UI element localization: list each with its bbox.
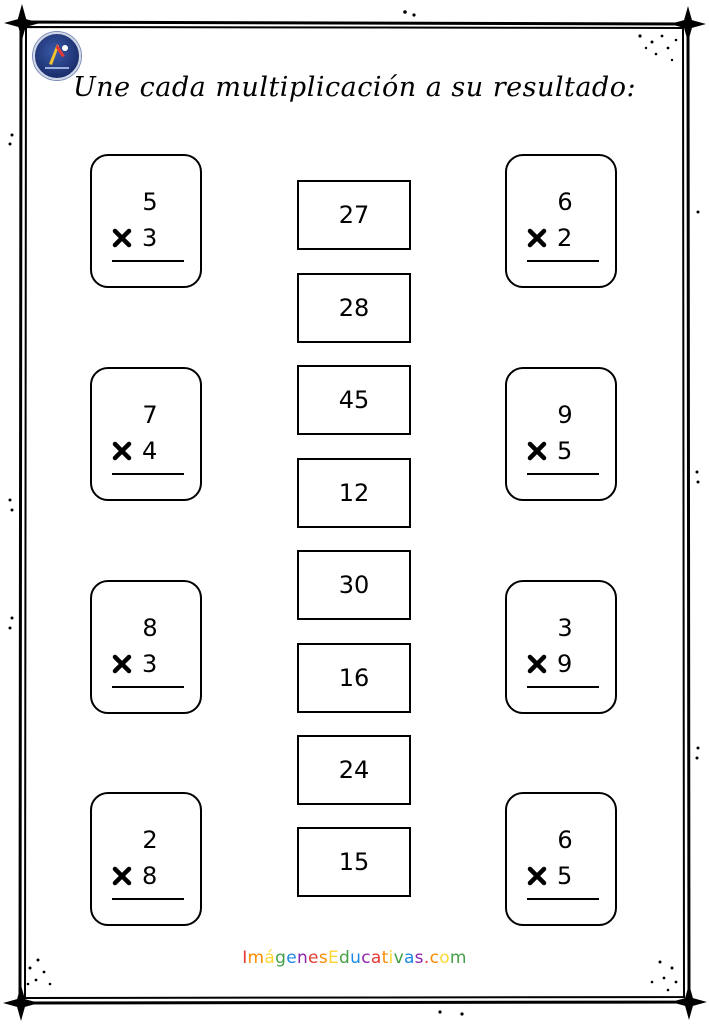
answer-box[interactable]: 24 (297, 735, 411, 805)
footer-letter: a (370, 948, 382, 968)
footer-letter: a (403, 948, 415, 968)
multiplication-card (505, 154, 617, 288)
times-icon (112, 654, 132, 674)
multiplicand: 6 (557, 188, 573, 216)
multiplicand: 9 (557, 401, 573, 429)
footer-letter: á (264, 948, 276, 968)
multiplier: 2 (557, 224, 573, 252)
footer-letter: u (350, 948, 362, 968)
multiplication-card (505, 580, 617, 714)
multiplicand: 5 (142, 188, 158, 216)
footer-letter: e (286, 948, 297, 968)
times-icon (112, 228, 132, 248)
multiplicand: 3 (557, 614, 573, 642)
multiplicand: 7 (142, 401, 158, 429)
footer-letter: i (388, 948, 394, 968)
footer-letter: m (247, 948, 265, 968)
result-line (112, 898, 184, 900)
multiplier: 3 (142, 650, 158, 678)
multiplication-card (505, 792, 617, 926)
multiplier: 3 (142, 224, 158, 252)
result-line (112, 473, 184, 475)
multiplier: 5 (557, 862, 573, 890)
times-icon (112, 866, 132, 886)
multiplication-card (90, 367, 202, 501)
footer-letter: c (429, 948, 440, 968)
footer-watermark (0, 948, 709, 968)
answer-box[interactable]: 27 (297, 180, 411, 250)
footer-letter: g (275, 948, 287, 968)
multiplier: 8 (142, 862, 158, 890)
multiplication-card (90, 792, 202, 926)
footer-letter: o (439, 948, 450, 968)
result-line (527, 260, 599, 262)
footer-letter: v (393, 948, 404, 968)
multiplicand: 2 (142, 826, 158, 854)
result-line (527, 898, 599, 900)
answer-box[interactable]: 30 (297, 550, 411, 620)
multiplication-card (90, 580, 202, 714)
footer-letter: e (308, 948, 319, 968)
multiplicand: 6 (557, 826, 573, 854)
times-icon (112, 441, 132, 461)
answer-box[interactable]: 12 (297, 458, 411, 528)
page-title: Une cada multiplicación a su resultado: (72, 72, 637, 103)
result-line (112, 686, 184, 688)
result-line (527, 473, 599, 475)
answer-box[interactable]: 16 (297, 643, 411, 713)
times-icon (527, 654, 547, 674)
multiplication-card (505, 367, 617, 501)
answer-box[interactable]: 45 (297, 365, 411, 435)
footer-letter: d (339, 948, 351, 968)
footer-letter: s (318, 948, 328, 968)
times-icon (527, 866, 547, 886)
multiplicand: 8 (142, 614, 158, 642)
result-line (112, 260, 184, 262)
multiplier: 9 (557, 650, 573, 678)
answer-box[interactable]: 28 (297, 273, 411, 343)
multiplier: 5 (557, 437, 573, 465)
footer-letter: s (414, 948, 424, 968)
corner-ornament-bottom-left (3, 985, 39, 1021)
times-icon (527, 228, 547, 248)
corner-ornament-top-right (670, 6, 706, 42)
footer-letter: c (361, 948, 371, 968)
multiplier: 4 (142, 437, 158, 465)
footer-letter: I (242, 948, 248, 968)
footer-letter: t (381, 948, 389, 968)
multiplication-card (90, 154, 202, 288)
footer-letter: m (449, 948, 467, 968)
footer-letter: . (423, 948, 430, 968)
footer-letter: n (296, 948, 309, 968)
footer-letter: E (327, 948, 340, 968)
times-icon (527, 441, 547, 461)
result-line (527, 686, 599, 688)
corner-ornament-bottom-right (671, 984, 707, 1020)
answer-box[interactable]: 15 (297, 827, 411, 897)
